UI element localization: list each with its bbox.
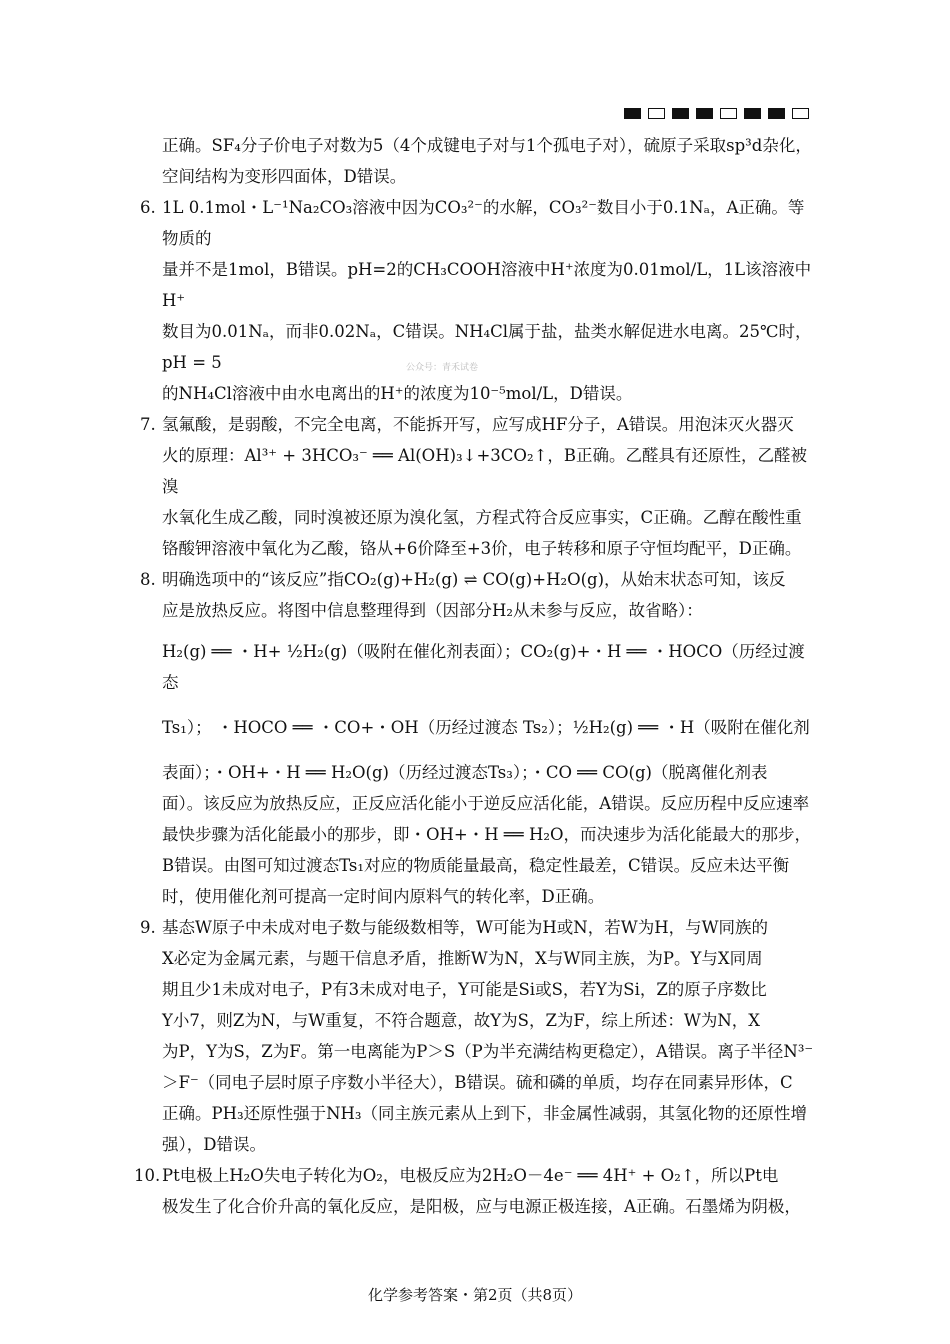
text-line: 1L 0.1mol・L⁻¹Na₂CO₃溶液中因为CO₃²⁻的水解，CO₃²⁻数目小于0.1Nₐ，A正确。等物质的 <box>162 198 805 248</box>
header-mark <box>696 108 713 119</box>
page-footer: 化学参考答案・第2页（共8页） <box>367 1286 583 1304</box>
equation-line: H₂(g) ══ ・H+ ½H₂(g)（吸附在催化剂表面）；CO₂(g)+・H ══ ・HOCO（历经过渡态 <box>162 642 805 692</box>
text-line: X必定为金属元素，与题干信息矛盾，推断W为N，X与W同主族，为P。Y与X同周 <box>162 949 763 968</box>
text-line: Pt电极上H₂O失电子转化为O₂，电极反应为2H₂O－4e⁻ ══ 4H⁺ + O₂↑，所以Pt电 <box>162 1166 779 1185</box>
text-line: B错误。由图可知过渡态Ts₁对应的物质能量最高，稳定性最差，C错误。反应未达平衡 <box>162 856 790 875</box>
answer-10 <box>134 1160 820 1222</box>
answer-7 <box>140 409 820 564</box>
text-line: 时，使用催化剂可提高一定时间内原料气的转化率，D正确。 <box>162 887 605 906</box>
text-line: 正确。PH₃还原性强于NH₃（同主族元素从上到下，非金属性减弱，其氢化物的还原性增 <box>162 1104 808 1123</box>
header-mark <box>624 108 641 119</box>
text-line: 基态W原子中未成对电子数与能级数相等，W可能为H或N，若W为H，与W同族的 <box>162 918 769 937</box>
text-line: 明确选项中的“该反应”指CO₂(g)+H₂(g) ⇌ CO(g)+H₂O(g)，从始末状态可知，该反 <box>162 570 786 589</box>
header-mark <box>744 108 761 119</box>
text-line: 期且少1未成对电子，P有3未成对电子，Y可能是Si或S，若Y为Si，Z的原子序数比 <box>162 980 767 999</box>
answer-9 <box>140 912 820 1160</box>
question-number: 10. <box>134 1166 161 1185</box>
header-mark <box>720 108 737 119</box>
text-line: 应是放热反应。将图中信息整理得到（因部分H₂从未参与反应，故省略）： <box>162 601 703 620</box>
text-line: 面）。该反应为放热反应，正反应活化能小于逆反应活化能，A错误。反应历程中反应速率 <box>162 794 810 813</box>
question-number: 6. <box>140 198 156 217</box>
question-number: 8. <box>140 570 156 589</box>
header-mark <box>792 108 809 119</box>
text-line: 量并不是1mol，B错误。pH=2的CH₃COOH溶液中H⁺浓度为0.01mol/L，1L该溶液中H⁺ <box>162 260 812 310</box>
text-line: 强），D错误。 <box>162 1135 266 1154</box>
equation-line: Ts₁）； ・HOCO ══ ・CO+・OH（历经过渡态 Ts₂）；½H₂(g) ══ ・H（吸附在催化剂 <box>162 718 810 737</box>
header-mark <box>768 108 785 119</box>
equation-line: 表面）；・OH+・H ══ H₂O(g)（历经过渡态Ts₃）；・CO ══ CO(g)（脱离催化剂表 <box>162 763 768 782</box>
text-line: Y小7，则Z为N，与W重复，不符合题意，故Y为S，Z为F，综上所述：W为N，X <box>162 1011 761 1030</box>
header-mark <box>648 108 665 119</box>
text-line: 极发生了化合价升高的氧化反应，是阳极，应与电源正极连接，A正确。石墨烯为阴极， <box>162 1197 801 1216</box>
answer-8 <box>140 564 820 912</box>
question-number: 7. <box>140 415 156 434</box>
text-line: 最快步骤为活化能最小的那步，即・OH+・H ══ H₂O，而决速步为活化能最大的那步， <box>162 825 812 844</box>
watermark: 公众号：青禾试卷 <box>406 363 479 373</box>
text-line: 正确。SF₄分子价电子对数为5（4个成键电子对与1个孤电子对），硫原子采取sp³d杂化， <box>162 136 812 155</box>
header-mark <box>672 108 689 119</box>
text-line: 火的原理：Al³⁺ + 3HCO₃⁻ ══ Al(OH)₃↓+3CO₂↑，B正确。乙醛具有还原性，乙醛被溴 <box>162 446 808 496</box>
text-line: ＞F⁻（同电子层时原子序数小半径大），B错误。硫和磷的单质，均存在同素异形体，C <box>162 1073 793 1092</box>
answer-6 <box>140 192 820 409</box>
text-line: 水氧化生成乙酸，同时溴被还原为溴化氢，方程式符合反应事实，C正确。乙醇在酸性重 <box>162 508 802 527</box>
question-number: 9. <box>140 918 156 937</box>
header-marks <box>624 108 809 119</box>
text-line: 为P，Y为S，Z为F。第一电离能为P＞S（P为半充满结构更稳定），A错误。离子半径N³⁻ <box>162 1042 814 1061</box>
page-content <box>134 130 820 1222</box>
text-line: 数目为0.01Nₐ，而非0.02Nₐ，C错误。NH₄Cl属于盐，盐类水解促进水电离。25℃时，pH = 5 <box>162 322 812 372</box>
text-line: 空间结构为变形四面体，D错误。 <box>162 167 407 186</box>
text-line: 铬酸钾溶液中氧化为乙酸，铬从+6价降至+3价，电子转移和原子守恒均配平，D正确。 <box>162 539 802 558</box>
text-line: 的NH₄Cl溶液中由水电离出的H⁺的浓度为10⁻⁵mol/L，D错误。 <box>162 384 633 403</box>
text-line: 氢氟酸，是弱酸，不完全电离，不能拆开写，应写成HF分子，A错误。用泡沫灭火器灭 <box>162 415 794 434</box>
